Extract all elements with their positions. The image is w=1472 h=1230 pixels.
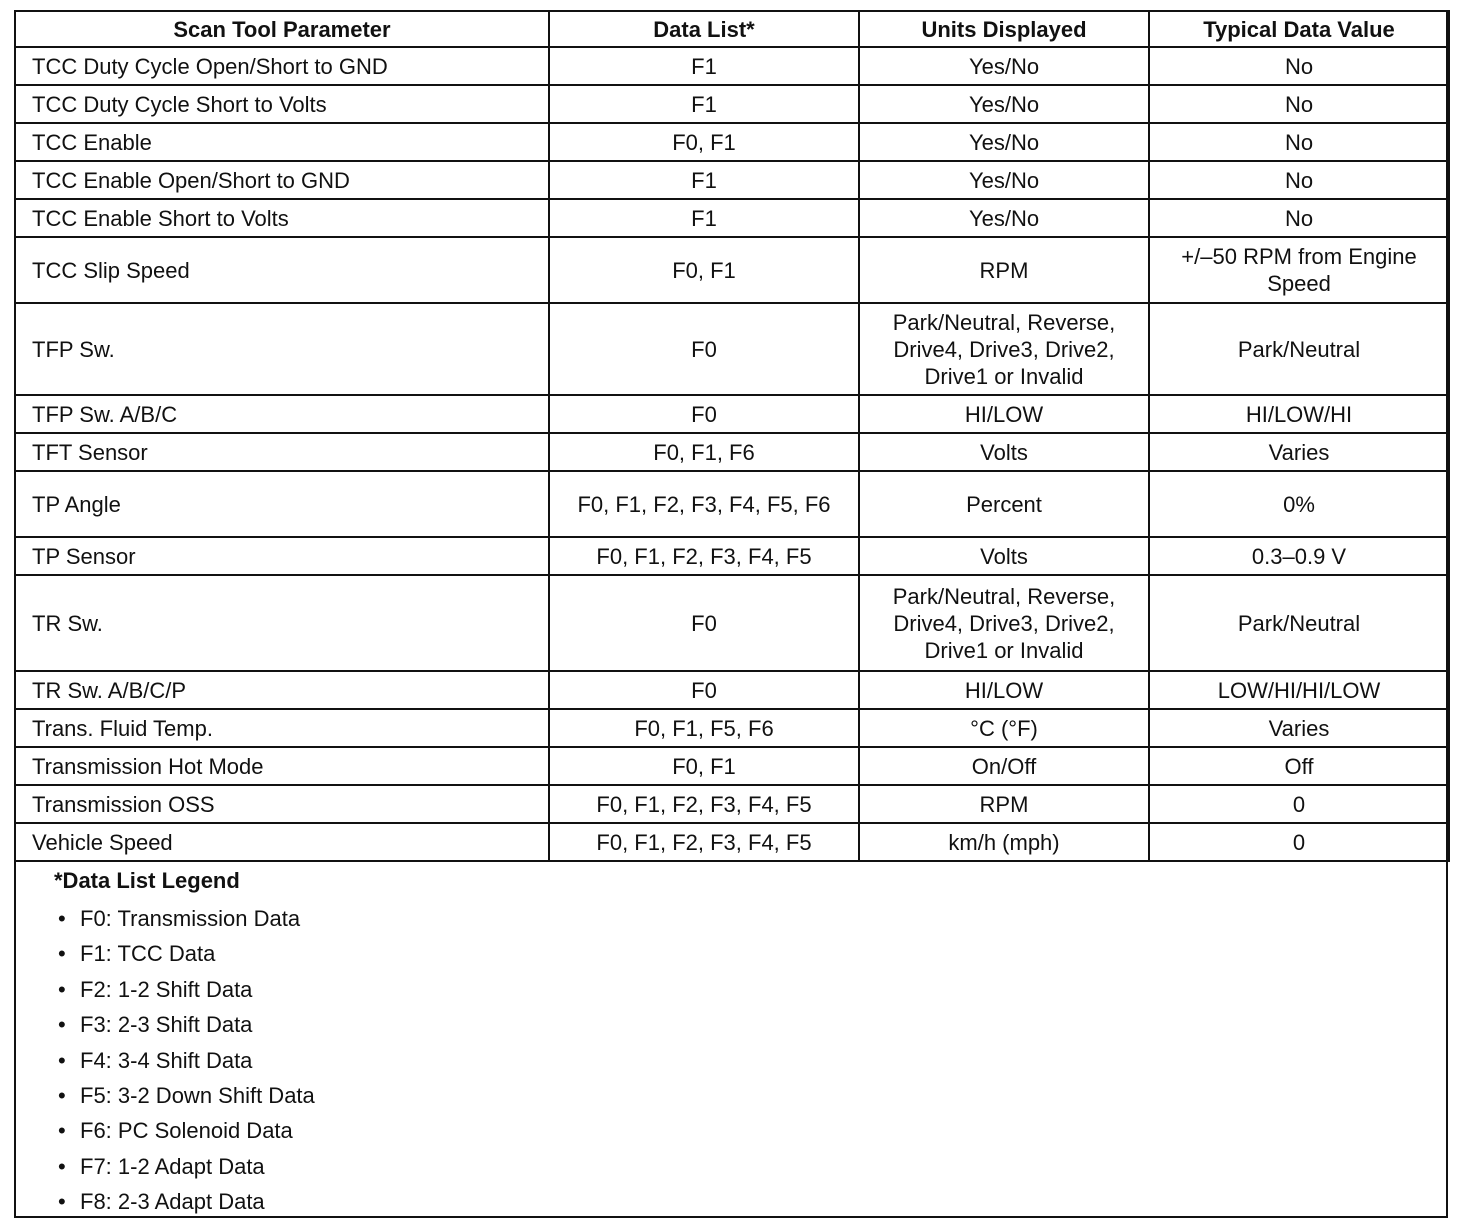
param-cell: TCC Enable	[15, 123, 549, 161]
table-row	[15, 303, 1449, 395]
scan-tool-data-table	[14, 10, 1450, 862]
bullet-icon: •	[58, 1047, 66, 1073]
units-cell: Volts	[859, 537, 1149, 575]
units-cell: HI/LOW	[859, 671, 1149, 709]
typical-value-cell: No	[1149, 85, 1449, 123]
table-row	[15, 785, 1449, 823]
legend-item	[54, 1184, 315, 1219]
data-list-cell: F1	[549, 161, 859, 199]
header-typical-data-value: Typical Data Value	[1149, 11, 1449, 47]
legend-item-label: F0: Transmission Data	[80, 906, 301, 931]
units-cell: Yes/No	[859, 85, 1149, 123]
typical-value-cell: No	[1149, 123, 1449, 161]
units-cell: km/h (mph)	[859, 823, 1149, 861]
units-cell: HI/LOW	[859, 395, 1149, 433]
table-row	[15, 747, 1449, 785]
legend-item-label: F7: 1-2 Adapt Data	[80, 1153, 265, 1179]
legend-item	[54, 936, 315, 971]
param-cell: TCC Enable Open/Short to GND	[15, 161, 549, 199]
legend-item	[54, 1007, 315, 1042]
legend-item	[54, 972, 315, 1007]
table-row	[15, 709, 1449, 747]
legend-item-label: F8: 2-3 Adapt Data	[80, 1189, 265, 1215]
units-cell: Park/Neutral, Reverse, Drive4, Drive3, Drive2, Drive1 or Invalid	[859, 575, 1149, 671]
legend-item-label: F6: PC Solenoid Data	[80, 1118, 293, 1144]
param-cell: TCC Duty Cycle Open/Short to GND	[15, 47, 549, 85]
table-row	[15, 433, 1449, 471]
param-cell: TR Sw. A/B/C/P	[15, 671, 549, 709]
table-row	[15, 471, 1449, 537]
table-row	[15, 47, 1449, 85]
param-cell: Vehicle Speed	[15, 823, 549, 861]
legend-item	[54, 901, 315, 936]
typical-value-cell: Park/Neutral	[1149, 303, 1449, 395]
table-header-row	[15, 11, 1449, 47]
data-list-cell: F0, F1, F2, F3, F4, F5, F6	[549, 471, 859, 537]
param-cell: TP Sensor	[15, 537, 549, 575]
data-list-cell: F1	[549, 85, 859, 123]
param-cell: Transmission OSS	[15, 785, 549, 823]
data-list-cell: F0, F1, F6	[549, 433, 859, 471]
param-cell: TCC Enable Short to Volts	[15, 199, 549, 237]
typical-value-cell: Off	[1149, 747, 1449, 785]
table-row	[15, 199, 1449, 237]
param-cell: TP Angle	[15, 471, 549, 537]
typical-value-cell: 0.3–0.9 V	[1149, 537, 1449, 575]
table-row	[15, 161, 1449, 199]
data-list-cell: F1	[549, 47, 859, 85]
data-list-cell: F0	[549, 395, 859, 433]
header-units-displayed: Units Displayed	[859, 11, 1149, 47]
typical-value-cell: No	[1149, 161, 1449, 199]
data-list-cell: F0, F1, F2, F3, F4, F5	[549, 823, 859, 861]
param-cell: TR Sw.	[15, 575, 549, 671]
bullet-icon: •	[58, 976, 66, 1002]
typical-value-cell: Park/Neutral	[1149, 575, 1449, 671]
legend-title: *Data List Legend	[54, 868, 240, 893]
units-cell: Yes/No	[859, 47, 1149, 85]
table-row	[15, 395, 1449, 433]
data-list-cell: F0	[549, 575, 859, 671]
data-list-cell: F0	[549, 671, 859, 709]
table-row	[15, 123, 1449, 161]
param-cell: TCC Slip Speed	[15, 237, 549, 303]
data-list-legend	[54, 866, 315, 1220]
units-cell: RPM	[859, 237, 1149, 303]
legend-item	[54, 1149, 315, 1184]
table-row	[15, 537, 1449, 575]
param-cell: Transmission Hot Mode	[15, 747, 549, 785]
param-cell: Trans. Fluid Temp.	[15, 709, 549, 747]
typical-value-cell: Varies	[1149, 433, 1449, 471]
typical-value-cell: No	[1149, 47, 1449, 85]
data-list-cell: F0	[549, 303, 859, 395]
units-cell: Volts	[859, 433, 1149, 471]
table-row	[15, 671, 1449, 709]
table-row	[15, 823, 1449, 861]
typical-value-cell: HI/LOW/HI	[1149, 395, 1449, 433]
typical-value-cell: +/–50 RPM from Engine Speed	[1149, 237, 1449, 303]
param-cell: TFP Sw.	[15, 303, 549, 395]
data-list-cell: F0, F1	[549, 747, 859, 785]
param-cell: TFT Sensor	[15, 433, 549, 471]
data-list-cell: F0, F1, F5, F6	[549, 709, 859, 747]
typical-value-cell: 0	[1149, 823, 1449, 861]
table-row	[15, 237, 1449, 303]
bullet-icon: •	[58, 1082, 66, 1108]
units-cell: Park/Neutral, Reverse, Drive4, Drive3, Drive2, Drive1 or Invalid	[859, 303, 1149, 395]
data-list-cell: F1	[549, 199, 859, 237]
bullet-icon: •	[58, 1189, 66, 1215]
legend-item-label: F1: TCC Data	[80, 941, 216, 967]
typical-value-cell: 0%	[1149, 471, 1449, 537]
header-data-list: Data List*	[549, 11, 859, 47]
legend-item	[54, 1043, 315, 1078]
legend-item-label: F5: 3-2 Down Shift Data	[80, 1082, 315, 1108]
legend-item	[54, 1078, 315, 1113]
table-row	[15, 575, 1449, 671]
typical-value-cell: No	[1149, 199, 1449, 237]
units-cell: Yes/No	[859, 161, 1149, 199]
data-list-cell: F0, F1, F2, F3, F4, F5	[549, 785, 859, 823]
units-cell: Percent	[859, 471, 1149, 537]
units-cell: Yes/No	[859, 199, 1149, 237]
data-list-cell: F0, F1, F2, F3, F4, F5	[549, 537, 859, 575]
table-row	[15, 85, 1449, 123]
typical-value-cell: 0	[1149, 785, 1449, 823]
bullet-icon: •	[58, 1118, 66, 1144]
data-list-cell: F0, F1	[549, 237, 859, 303]
param-cell: TFP Sw. A/B/C	[15, 395, 549, 433]
units-cell: On/Off	[859, 747, 1149, 785]
units-cell: °C (°F)	[859, 709, 1149, 747]
header-scan-tool-parameter: Scan Tool Parameter	[15, 11, 549, 47]
bullet-icon: •	[58, 1012, 66, 1038]
typical-value-cell: LOW/HI/HI/LOW	[1149, 671, 1449, 709]
legend-item-label: F2: 1-2 Shift Data	[80, 976, 253, 1002]
bullet-icon: •	[58, 906, 66, 931]
data-list-cell: F0, F1	[549, 123, 859, 161]
bullet-icon: •	[58, 1153, 66, 1179]
legend-item	[54, 1113, 315, 1148]
legend-item-label: F3: 2-3 Shift Data	[80, 1012, 253, 1038]
param-cell: TCC Duty Cycle Short to Volts	[15, 85, 549, 123]
typical-value-cell: Varies	[1149, 709, 1449, 747]
units-cell: Yes/No	[859, 123, 1149, 161]
legend-item-label: F4: 3-4 Shift Data	[80, 1047, 253, 1073]
units-cell: RPM	[859, 785, 1149, 823]
bullet-icon: •	[58, 941, 66, 967]
